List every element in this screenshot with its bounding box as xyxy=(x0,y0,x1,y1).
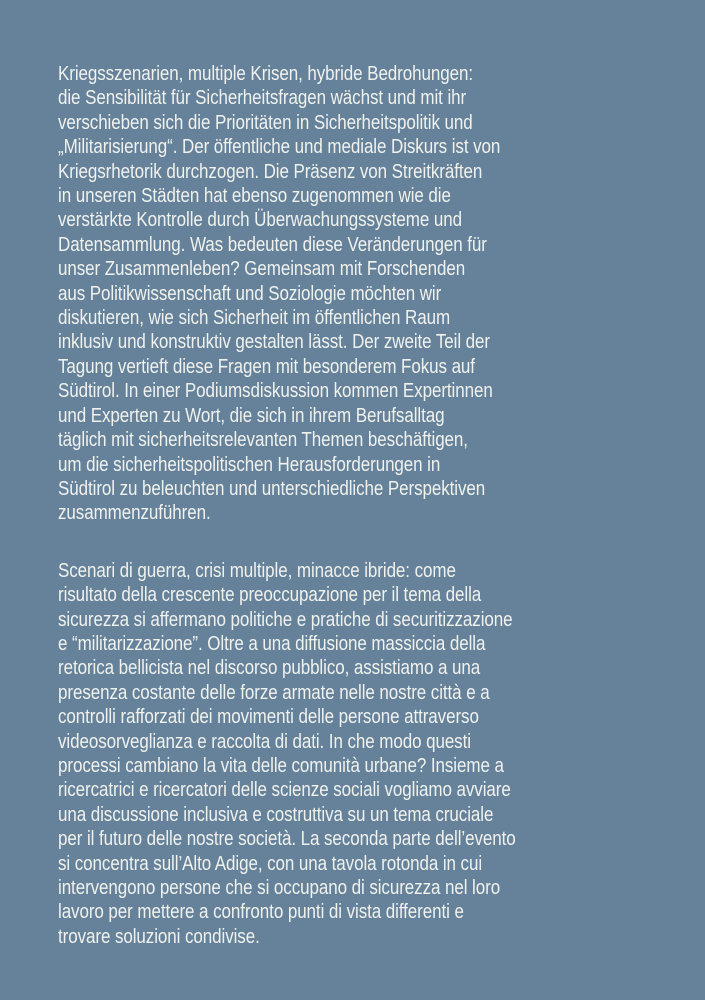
text-line: inklusiv und konstruktiv gestalten lässt. Der zweite Teil der xyxy=(58,331,490,354)
german-description-paragraph xyxy=(58,62,608,526)
text-line: und Experten zu Wort, die sich in ihrem Berufsalltag xyxy=(58,404,445,427)
text-line: um die sicherheitspolitischen Herausforderungen in xyxy=(58,453,441,476)
text-line: intervengono persone che si occupano di sicurezza nel loro xyxy=(58,877,501,899)
text-line: si concentra sull’Alto Adige, con una tavola rotonda in cui xyxy=(58,852,483,875)
text-line: risultato della crescente preoccupazione per il tema della xyxy=(58,584,482,607)
text-line: lavoro per mettere a confronto punti di vista differenti e xyxy=(58,901,464,924)
text-line: videosorveglianza e raccolta di dati. In che modo questi xyxy=(58,730,471,753)
text-line: una discussione inclusiva e costruttiva su un tema cruciale xyxy=(58,803,494,826)
text-line: retorica bellicista nel discorso pubblico, assistiamo a una xyxy=(58,657,481,680)
text-line: zusammenzuführen. xyxy=(58,502,211,525)
text-line: presenza costante delle forze armate nelle nostre città e a xyxy=(58,681,490,704)
text-line: aus Politikwissenschaft und Soziologie möchten wir xyxy=(58,282,442,305)
text-line: trovare soluzioni condivise. xyxy=(58,925,260,948)
text-line: in unseren Städten hat ebenso zugenommen wie die xyxy=(58,185,451,208)
text-line: die Sensibilität für Sicherheitsfragen wächst und mit ihr xyxy=(58,87,467,110)
text-line: unser Zusammenleben? Gemeinsam mit Forschenden xyxy=(58,258,466,281)
text-line: diskutieren, wie sich Sicherheit im öffentlichen Raum xyxy=(58,307,451,330)
text-line: täglich mit sicherheitsrelevanten Themen beschäftigen, xyxy=(58,429,468,452)
text-line: ricercatrici e ricercatori delle scienze sociali vogliamo avviare xyxy=(58,779,511,802)
text-line: „Militarisierung“. Der öffentliche und mediale Diskurs ist von xyxy=(58,136,501,159)
text-line: verstärkte Kontrolle durch Überwachungssysteme und xyxy=(58,209,462,232)
text-line: Südtirol zu beleuchten und unterschiedliche Perspektiven xyxy=(58,477,486,500)
text-line: Tagung vertieft diese Fragen mit besonderem Fokus auf xyxy=(58,355,475,378)
text-line: Scenari di guerra, crisi multiple, minacce ibride: come xyxy=(58,559,456,582)
text-line: sicurezza si affermano politiche e pratiche di securitizzazione xyxy=(58,608,513,631)
text-line: Südtirol. In einer Podiumsdiskussion kommen Expertinnen xyxy=(58,380,493,403)
text-line: controlli rafforzati dei movimenti delle persone attraverso xyxy=(58,706,479,729)
text-line: processi cambiano la vita delle comunità urbane? Insieme a xyxy=(58,754,504,777)
text-line: Kriegsszenarien, multiple Krisen, hybride Bedrohungen: xyxy=(58,63,473,85)
text-line: verschieben sich die Prioritäten in Sicherheitspolitik und xyxy=(58,111,473,134)
italian-description-paragraph xyxy=(58,559,608,950)
text-line: Kriegsrhetorik durchzogen. Die Präsenz von Streitkräften xyxy=(58,160,483,183)
text-line: per il futuro delle nostre società. La seconda parte dell’evento xyxy=(58,828,516,851)
text-line: Datensammlung. Was bedeuten diese Veränderungen für xyxy=(58,233,487,256)
text-line: e “militarizzazione”. Oltre a una diffusione massiccia della xyxy=(58,632,486,655)
